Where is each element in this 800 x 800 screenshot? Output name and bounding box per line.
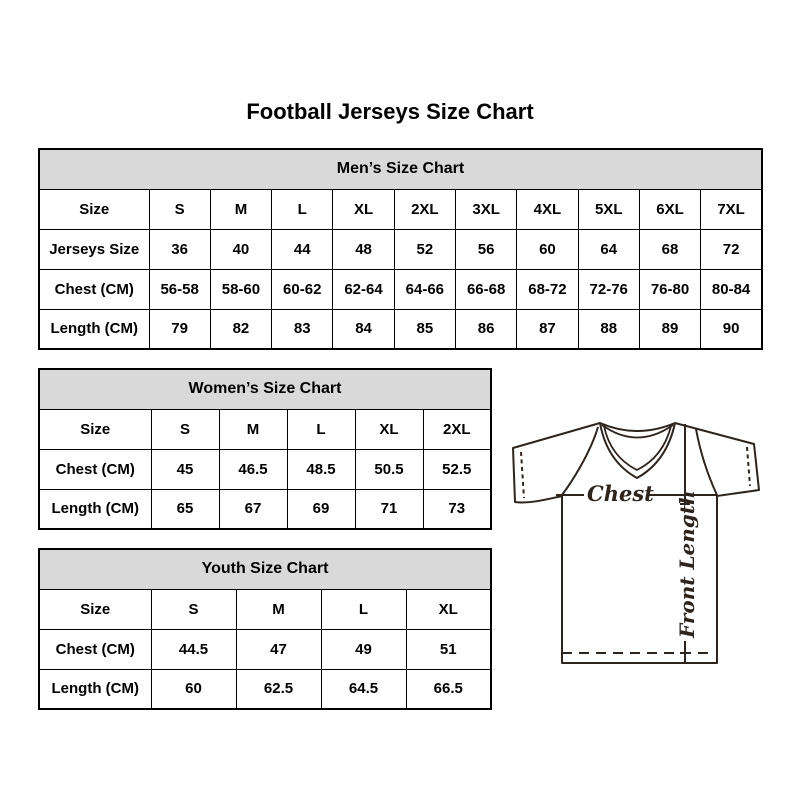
table-cell: 62-64 [333, 269, 394, 309]
table-cell: 72 [701, 229, 762, 269]
table-title: Men’s Size Chart [39, 149, 762, 189]
womens-size-chart-section [38, 368, 492, 528]
table-cell: 64.5 [321, 669, 406, 709]
table-cell: 48 [333, 229, 394, 269]
table-row [39, 589, 491, 629]
table-cell: M [210, 189, 271, 229]
table-cell: 66-68 [455, 269, 516, 309]
table-row [39, 189, 762, 229]
table-cell: 60-62 [272, 269, 333, 309]
table-cell: L [272, 189, 333, 229]
jersey-measurement-diagram [498, 398, 770, 674]
table-cell: 83 [272, 309, 333, 349]
youth-size-chart-section [38, 548, 492, 708]
table-cell: 85 [394, 309, 455, 349]
table-cell: 68-72 [517, 269, 578, 309]
left-cuff-stitch-dashes [521, 452, 524, 498]
table-cell: 6XL [639, 189, 700, 229]
table-cell: L [321, 589, 406, 629]
table-cell: XL [333, 189, 394, 229]
table-cell: 56 [455, 229, 516, 269]
table-cell: 3XL [455, 189, 516, 229]
table-row [39, 229, 762, 269]
row-label: Chest (CM) [39, 449, 151, 489]
table-cell: 44.5 [151, 629, 236, 669]
table-cell: L [287, 409, 355, 449]
table-row [39, 449, 491, 489]
page-title: Football Jerseys Size Chart [246, 99, 534, 124]
table-cell: 36 [149, 229, 210, 269]
table-cell: 2XL [394, 189, 455, 229]
table-cell: 45 [151, 449, 219, 489]
table-cell: 71 [355, 489, 423, 529]
table-row [39, 489, 491, 529]
table-row [39, 409, 491, 449]
table-cell: 76-80 [639, 269, 700, 309]
table-cell: 51 [406, 629, 491, 669]
right-armhole-seam [696, 429, 717, 495]
table-cell: 86 [455, 309, 516, 349]
table-cell: 62.5 [236, 669, 321, 709]
mens-size-table [38, 148, 763, 350]
table-cell: 66.5 [406, 669, 491, 709]
table-cell: XL [406, 589, 491, 629]
table-cell: 52.5 [423, 449, 491, 489]
front-length-label: Front Length [675, 490, 699, 638]
table-row [39, 269, 762, 309]
table-cell: 73 [423, 489, 491, 529]
table-cell: 82 [210, 309, 271, 349]
table-row [39, 669, 491, 709]
table-cell: 67 [219, 489, 287, 529]
table-cell: 2XL [423, 409, 491, 449]
table-cell: 48.5 [287, 449, 355, 489]
table-cell: 72-76 [578, 269, 639, 309]
table-row [39, 309, 762, 349]
row-label: Size [39, 409, 151, 449]
row-label: Length (CM) [39, 489, 151, 529]
mens-size-chart-section [38, 148, 763, 348]
table-cell: 44 [272, 229, 333, 269]
table-cell: S [151, 589, 236, 629]
table-cell: M [236, 589, 321, 629]
table-cell: 87 [517, 309, 578, 349]
table-cell: M [219, 409, 287, 449]
table-cell: 64-66 [394, 269, 455, 309]
table-cell: 5XL [578, 189, 639, 229]
table-cell: 46.5 [219, 449, 287, 489]
womens-size-table [38, 368, 492, 530]
table-cell: 56-58 [149, 269, 210, 309]
table-title: Youth Size Chart [39, 549, 491, 589]
table-cell: 79 [149, 309, 210, 349]
table-cell: 60 [151, 669, 236, 709]
table-row [39, 629, 491, 669]
row-label: Chest (CM) [39, 629, 151, 669]
table-cell: S [151, 409, 219, 449]
right-cuff-stitch-dashes [747, 447, 750, 486]
youth-size-table [38, 548, 492, 710]
row-label: Length (CM) [39, 669, 151, 709]
table-cell: 50.5 [355, 449, 423, 489]
row-label: Size [39, 189, 149, 229]
table-cell: 47 [236, 629, 321, 669]
table-cell: S [149, 189, 210, 229]
table-cell: 90 [701, 309, 762, 349]
row-label: Chest (CM) [39, 269, 149, 309]
table-cell: 60 [517, 229, 578, 269]
table-cell: 58-60 [210, 269, 271, 309]
row-label: Length (CM) [39, 309, 149, 349]
row-label: Size [39, 589, 151, 629]
table-cell: 69 [287, 489, 355, 529]
table-cell: 64 [578, 229, 639, 269]
table-cell: 89 [639, 309, 700, 349]
jersey-outline [513, 423, 759, 663]
table-cell: 4XL [517, 189, 578, 229]
table-cell: 49 [321, 629, 406, 669]
table-cell: 40 [210, 229, 271, 269]
table-cell: 68 [639, 229, 700, 269]
table-cell: 88 [578, 309, 639, 349]
table-cell: 80-84 [701, 269, 762, 309]
table-cell: 84 [333, 309, 394, 349]
table-cell: XL [355, 409, 423, 449]
table-cell: 65 [151, 489, 219, 529]
table-title: Women’s Size Chart [39, 369, 491, 409]
table-cell: 7XL [701, 189, 762, 229]
chest-label: Chest [587, 481, 654, 506]
table-cell: 52 [394, 229, 455, 269]
row-label: Jerseys Size [39, 229, 149, 269]
